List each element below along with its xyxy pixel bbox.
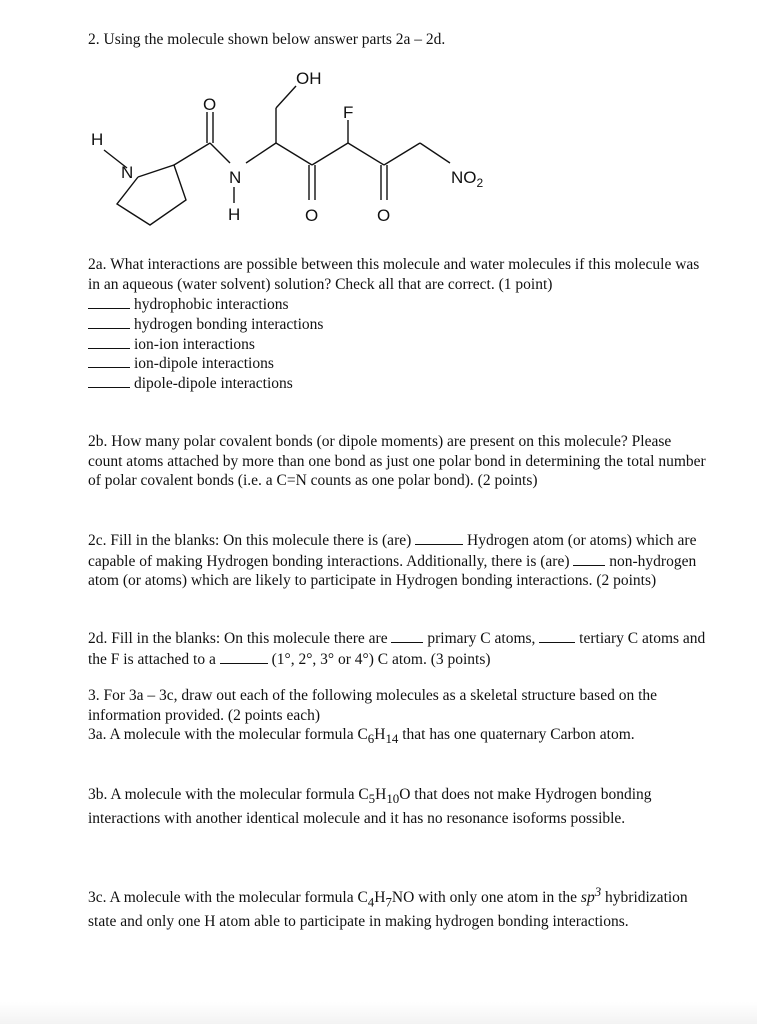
superscript: 3	[594, 884, 602, 899]
answer-blank[interactable]	[88, 373, 130, 388]
atom-label-no2: $NO_2$	[451, 168, 484, 190]
q2d-text-4: (1°, 2°, 3° or 4°) C atom. (3 points)	[271, 650, 491, 668]
subscript: 10	[386, 791, 400, 807]
option-row	[88, 314, 323, 334]
question-2-intro: 2. Using the molecule shown below answer parts 2a – 2d.	[88, 31, 446, 48]
atom-label-oh: OH	[296, 69, 322, 88]
question-3-intro: 3. For 3a – 3c, draw out each of the following molecules as a skeletal structure based on the information provided. (2 points each)	[88, 687, 658, 724]
q3a-text: that has one quaternary Carbon atom.	[398, 726, 635, 743]
option-label: dipole-dipole interactions	[134, 375, 293, 392]
q2c-text-1: 2c. Fill in the blanks: On this molecule there is (are)	[88, 532, 412, 549]
answer-blank[interactable]	[391, 628, 423, 643]
ring-carbonyl-bond	[174, 143, 210, 165]
question-2d	[88, 628, 708, 669]
amide-bond	[210, 143, 230, 163]
subscript: 4	[367, 894, 375, 910]
q3b-text: O that does not make Hydrogen bonding interactions with another identical molecule and it has no resonance isoforms possible.	[88, 786, 652, 827]
answer-blank[interactable]	[88, 314, 130, 329]
q3c-text: 3c. A molecule with the molecular formula C	[88, 889, 368, 907]
q3c-text: hybridization state and only one H atom able to participate in making hydrogen bonding interactions.	[88, 889, 688, 930]
subscript: 14	[385, 731, 399, 747]
atom-label-n-amide: N	[229, 168, 242, 187]
q2d-text-3: tertiary C atoms and the F is attached to a	[88, 630, 706, 668]
atom-label-n-ring: N	[121, 163, 134, 182]
answer-blank[interactable]	[88, 334, 130, 349]
chain-bond-2	[276, 143, 312, 165]
option-row	[88, 353, 274, 373]
answer-blank[interactable]	[573, 551, 605, 566]
question-3a	[88, 725, 708, 749]
q3b-text: 3b. A molecule with the molecular formula C	[88, 786, 369, 803]
q2c-text-2: Hydrogen atom (or atoms) which are capable of making Hydrogen bonding interactions. Additionally, there is (are)	[88, 532, 697, 570]
subscript: 7	[385, 894, 392, 910]
atom-label-h-ring: H	[91, 130, 104, 149]
q2c-text-3: non-hydrogen atom (or atoms) which are likely to participate in Hydrogen bonding interactions. (2 points)	[88, 552, 697, 589]
q3c-text: NO with only one atom in the	[391, 889, 581, 907]
chain-bond-4	[348, 143, 384, 165]
chain-bond-1	[246, 143, 276, 163]
option-label: ion-dipole interactions	[134, 355, 274, 372]
oh-bond	[276, 86, 296, 108]
page-bottom-shadow	[0, 1002, 757, 1024]
option-label: hydrophobic interactions	[134, 296, 289, 313]
answer-blank[interactable]	[220, 649, 268, 664]
answer-blank[interactable]	[88, 353, 130, 368]
answer-blank[interactable]	[415, 530, 463, 545]
q2d-text-1: 2d. Fill in the blanks: On this molecule there are	[88, 630, 388, 647]
q3a-text: H	[374, 726, 386, 743]
chain-bond-3	[312, 143, 348, 165]
option-row	[88, 294, 289, 314]
atom-label-o-ketone-2: O	[377, 206, 391, 225]
subscript: 5	[368, 791, 376, 807]
sp-hybridization: sp	[580, 889, 595, 907]
question-2b: 2b. How many polar covalent bonds (or dipole moments) are present on this molecule? Please count atoms attached by more than one bond as just one polar bond in determining the total number of polar covalent bonds (i.e. a C=N counts as one polar bond). (2 points)	[88, 433, 706, 489]
molecule-structure	[0, 0, 757, 240]
option-label: hydrogen bonding interactions	[134, 316, 324, 333]
option-label: ion-ion interactions	[134, 336, 255, 353]
q3a-text: 3a. A molecule with the molecular formula C	[88, 726, 368, 743]
subscript: 6	[367, 731, 375, 747]
chain-bond-5	[384, 143, 420, 165]
atom-label-o-ketone-1: O	[305, 206, 319, 225]
question-2c	[88, 530, 708, 591]
question-3b	[88, 785, 708, 828]
q3c-text: H	[374, 889, 386, 907]
q2d-text-2: primary C atoms,	[427, 630, 536, 647]
atom-label-f: F	[343, 103, 354, 122]
no2-bond	[420, 143, 450, 163]
answer-blank[interactable]	[539, 628, 575, 643]
atom-label-o-carbonyl: O	[203, 95, 217, 114]
q3b-text: H	[375, 786, 387, 803]
question-3c	[88, 882, 708, 931]
question-2a-stem: 2a. What interactions are possible between this molecule and water molecules if this molecule was in an aqueous (water solvent) solution? Check all that are correct. (1 point)	[88, 256, 700, 293]
atom-label-h-amide: H	[228, 205, 241, 224]
answer-blank[interactable]	[88, 294, 130, 309]
option-row	[88, 334, 255, 354]
option-row	[88, 373, 293, 393]
